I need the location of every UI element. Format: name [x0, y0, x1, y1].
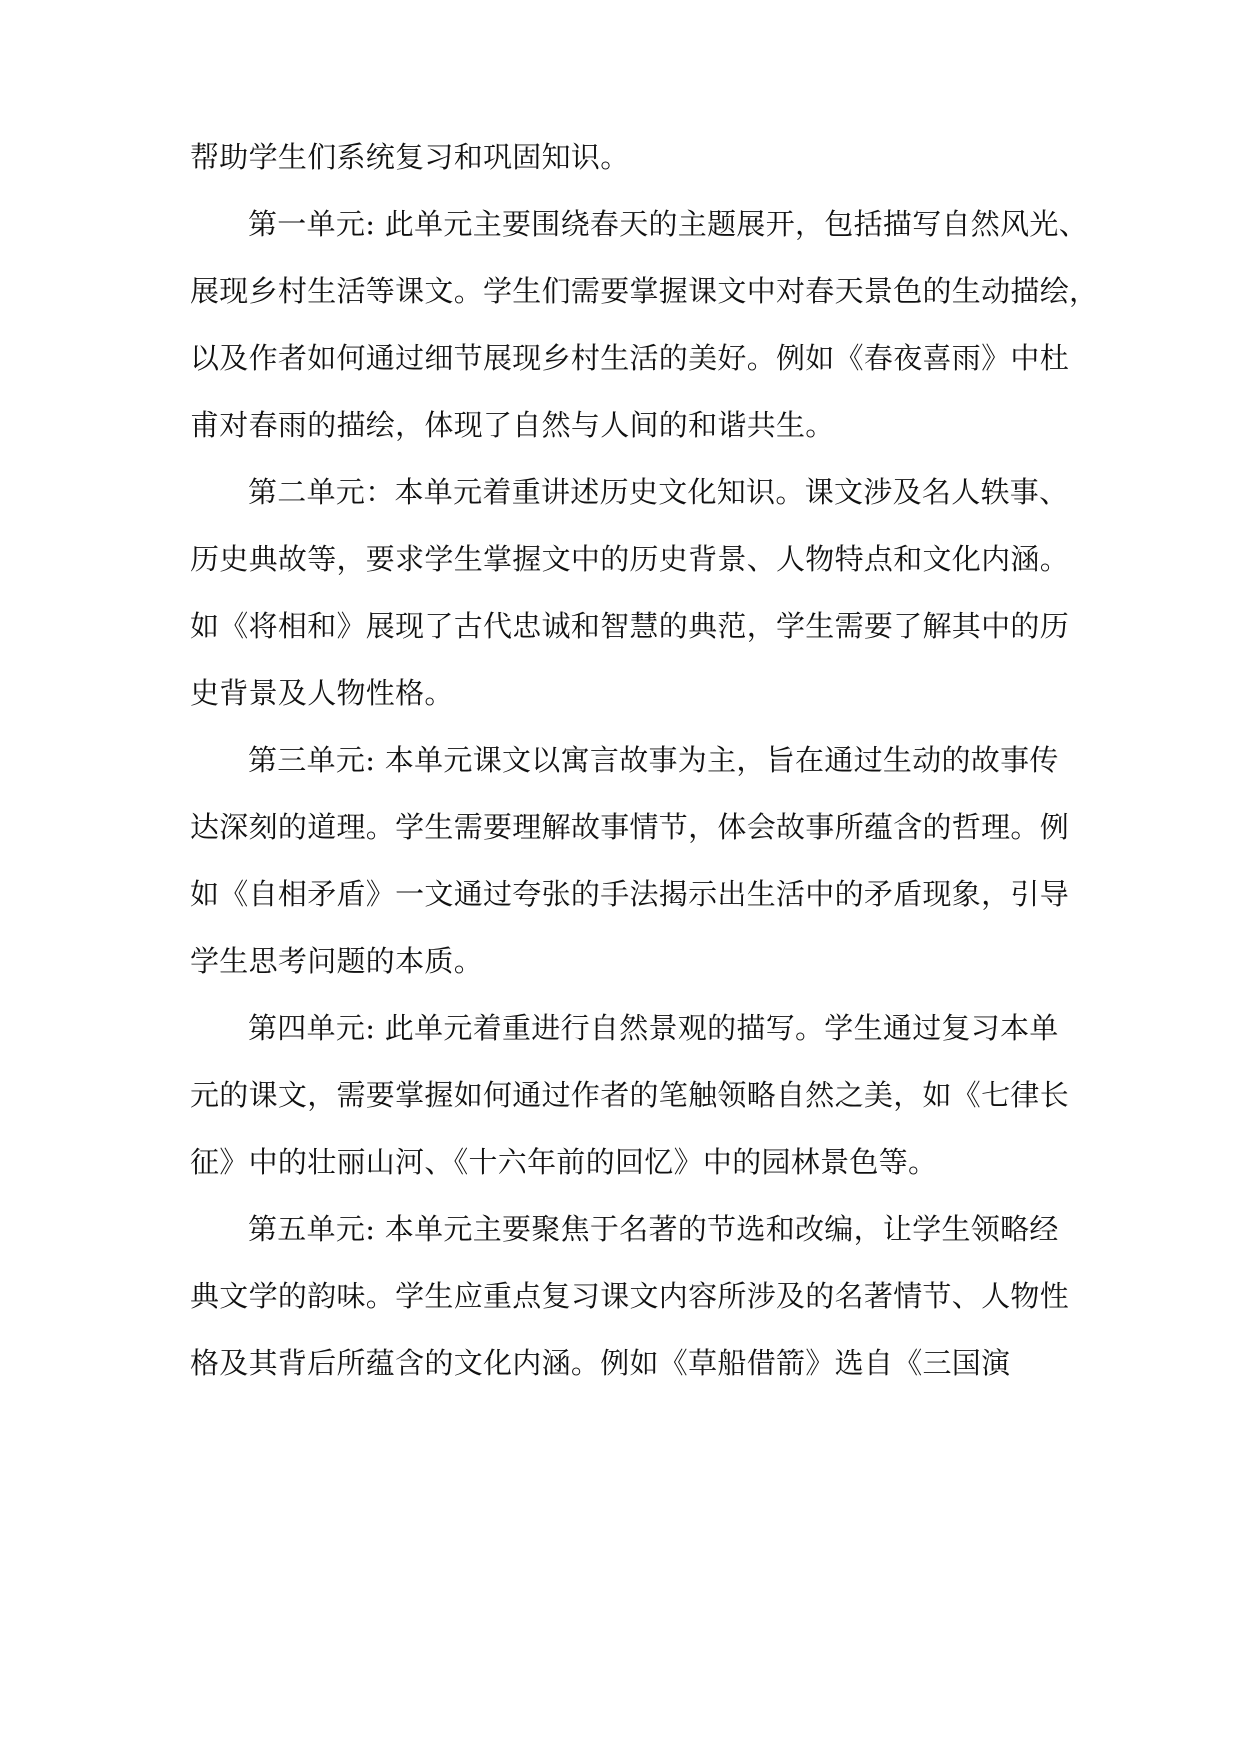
- text-line: 帮助学生们系统复习和巩固知识。: [190, 140, 630, 174]
- paragraph-unit-1-start: 第一单元: 此单元主要围绕春天的主题展开，包括描写自然风光、: [248, 207, 1088, 241]
- text-line: 甫对春雨的描绘，体现了自然与人间的和谐共生。: [190, 408, 835, 442]
- text-line: 以及作者如何通过细节展现乡村生活的美好。例如《春夜喜雨》中杜: [190, 341, 1070, 375]
- text-line: 史背景及人物性格。: [190, 676, 454, 710]
- text-line: 征》中的壮丽山河、《十六年前的回忆》中的园林景色等。: [190, 1145, 938, 1179]
- text-line: 学生思考问题的本质。: [190, 944, 484, 978]
- text-line: 如《将相和》展现了古代忠诚和智慧的典范，学生需要了解其中的历: [190, 609, 1070, 643]
- text-line: 典文学的韵味。学生应重点复习课文内容所涉及的名著情节、人物性: [190, 1279, 1070, 1313]
- text-line: 展现乡村生活等课文。学生们需要掌握课文中对春天景色的生动描绘，: [190, 274, 1099, 308]
- paragraph-unit-5-start: 第五单元: 本单元主要聚焦于名著的节选和改编，让学生领略经: [248, 1212, 1059, 1246]
- text-line: 历史典故等，要求学生掌握文中的历史背景、人物特点和文化内涵。: [190, 542, 1070, 576]
- paragraph-unit-3-start: 第三单元: 本单元课文以寓言故事为主，旨在通过生动的故事传: [248, 743, 1059, 777]
- text-line: 如《自相矛盾》一文通过夸张的手法揭示出生活中的矛盾现象，引导: [190, 877, 1070, 911]
- paragraph-unit-4-start: 第四单元: 此单元着重进行自然景观的描写。学生通过复习本单: [248, 1011, 1059, 1045]
- text-line: 元的课文，需要掌握如何通过作者的笔触领略自然之美，如《七律长: [190, 1078, 1070, 1112]
- paragraph-unit-2-start: 第二单元：本单元着重讲述历史文化知识。课文涉及名人轶事、: [248, 475, 1069, 509]
- text-line: 格及其背后所蕴含的文化内涵。例如《草船借箭》选自《三国演: [190, 1346, 1011, 1380]
- text-line: 达深刻的道理。学生需要理解故事情节，体会故事所蕴含的哲理。例: [190, 810, 1070, 844]
